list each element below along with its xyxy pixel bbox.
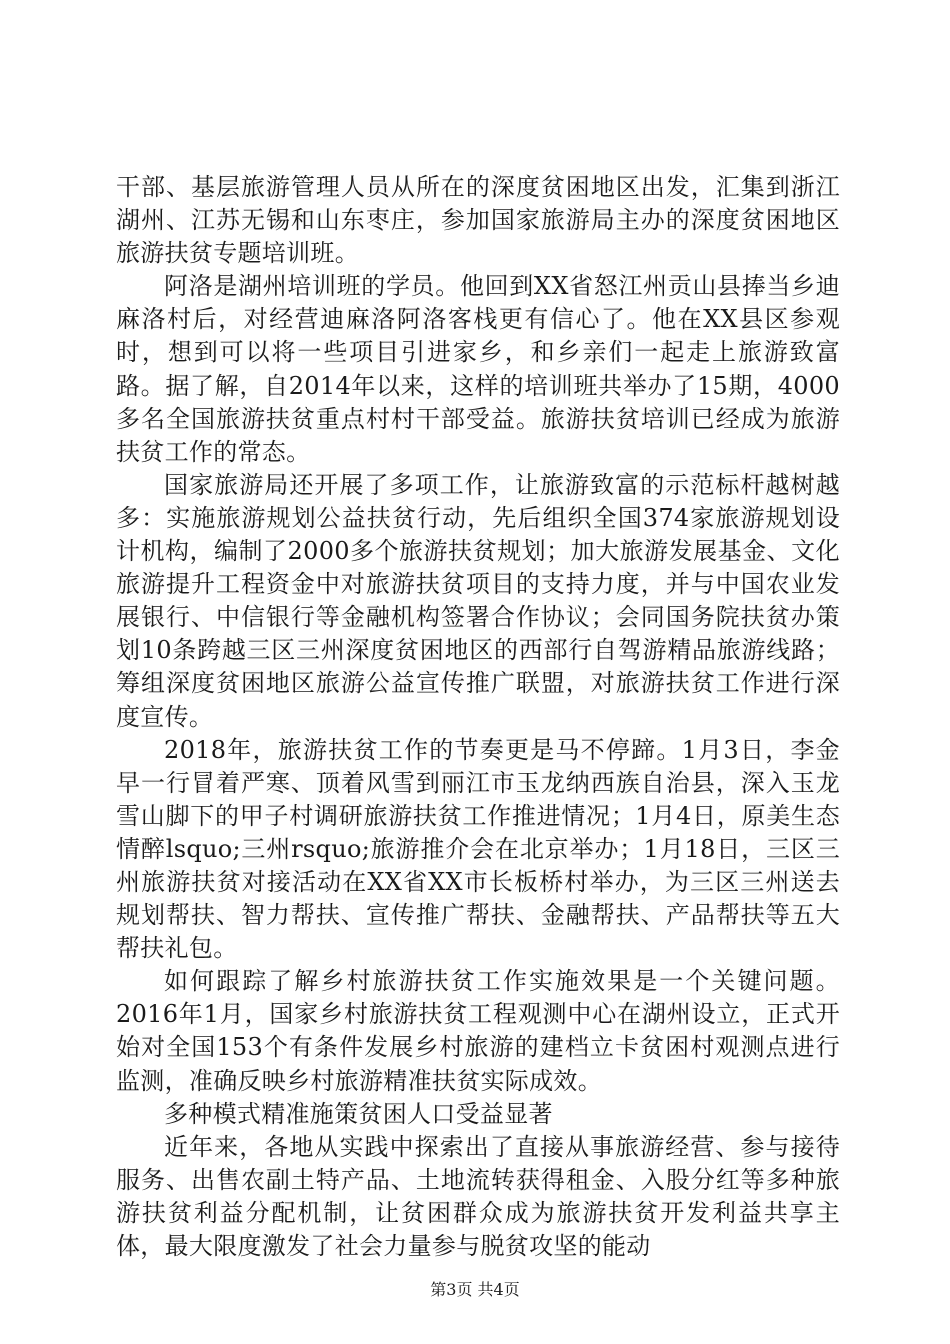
paragraph-4: 2018年，旅游扶贫工作的节奏更是马不停蹄。1月3日，李金早一行冒着严寒、顶着风雪到丽江市玉龙纳西族自治县，深入玉龙雪山脚下的甲子村调研旅游扶贫工作推进情况；1月4日，原美生态情醉lsquo;三州rsquo;旅游推介会在北京举办；1月18日，三区三州旅游扶贫对接活动在XX省XX市长板桥村举办，为三区三州送去规划帮扶、智力帮扶、宣传推广帮扶、金融帮扶、产品帮扶等五大帮扶礼包。 [116,735,840,963]
paragraph-5: 如何跟踪了解乡村旅游扶贫工作实施效果是一个关键问题。2016年1月，国家乡村旅游扶贫工程观测中心在湖州设立，正式开始对全国153个有条件发展乡村旅游的建档立卡贫困村观测点进行监测，准确反映乡村旅游精准扶贫实际成效。 [116,967,840,1095]
document-body [116,171,840,1263]
paragraph-3: 国家旅游局还开展了多项工作，让旅游致富的示范标杆越树越多：实施旅游规划公益扶贫行动，先后组织全国374家旅游规划设计机构，编制了2000多个旅游扶贫规划；加大旅游发展基金、文化旅游提升工程资金中对旅游扶贫项目的支持力度，并与中国农业发展银行、中信银行等金融机构签署合作协议；会同国务院扶贫办策划10条跨越三区三州深度贫困地区的西部行自驾游精品旅游线路；筹组深度贫困地区旅游公益宣传推广联盟，对旅游扶贫工作进行深度宣传。 [116,470,840,731]
section-heading: 多种模式精准施策贫困人口受益显著 [164,1099,553,1128]
paragraph-2: 阿洛是湖州培训班的学员。他回到XX省怒江州贡山县捧当乡迪麻洛村后，对经营迪麻洛阿洛客栈更有信心了。他在XX县区参观时，想到可以将一些项目引进家乡，和乡亲们一起走上旅游致富路。据了解，自2014年以来，这样的培训班共举办了15期，4000多名全国旅游扶贫重点村村干部受益。旅游扶贫培训已经成为旅游扶贫工作的常态。 [116,272,840,466]
page-number: 第3页 共4页 [430,1280,520,1299]
page-footer [0,1277,950,1300]
paragraph-6: 近年来，各地从实践中探索出了直接从事旅游经营、参与接待服务、出售农副土特产品、土地流转获得租金、入股分红等多种旅游扶贫利益分配机制，让贫困群众成为旅游扶贫开发利益共享主体，最大限度激发了社会力量参与脱贫攻坚的能动 [116,1132,840,1260]
paragraph-1: 干部、基层旅游管理人员从所在的深度贫困地区出发，汇集到浙江湖州、江苏无锡和山东枣庄，参加国家旅游局主办的深度贫困地区旅游扶贫专题培训班。 [116,173,840,268]
